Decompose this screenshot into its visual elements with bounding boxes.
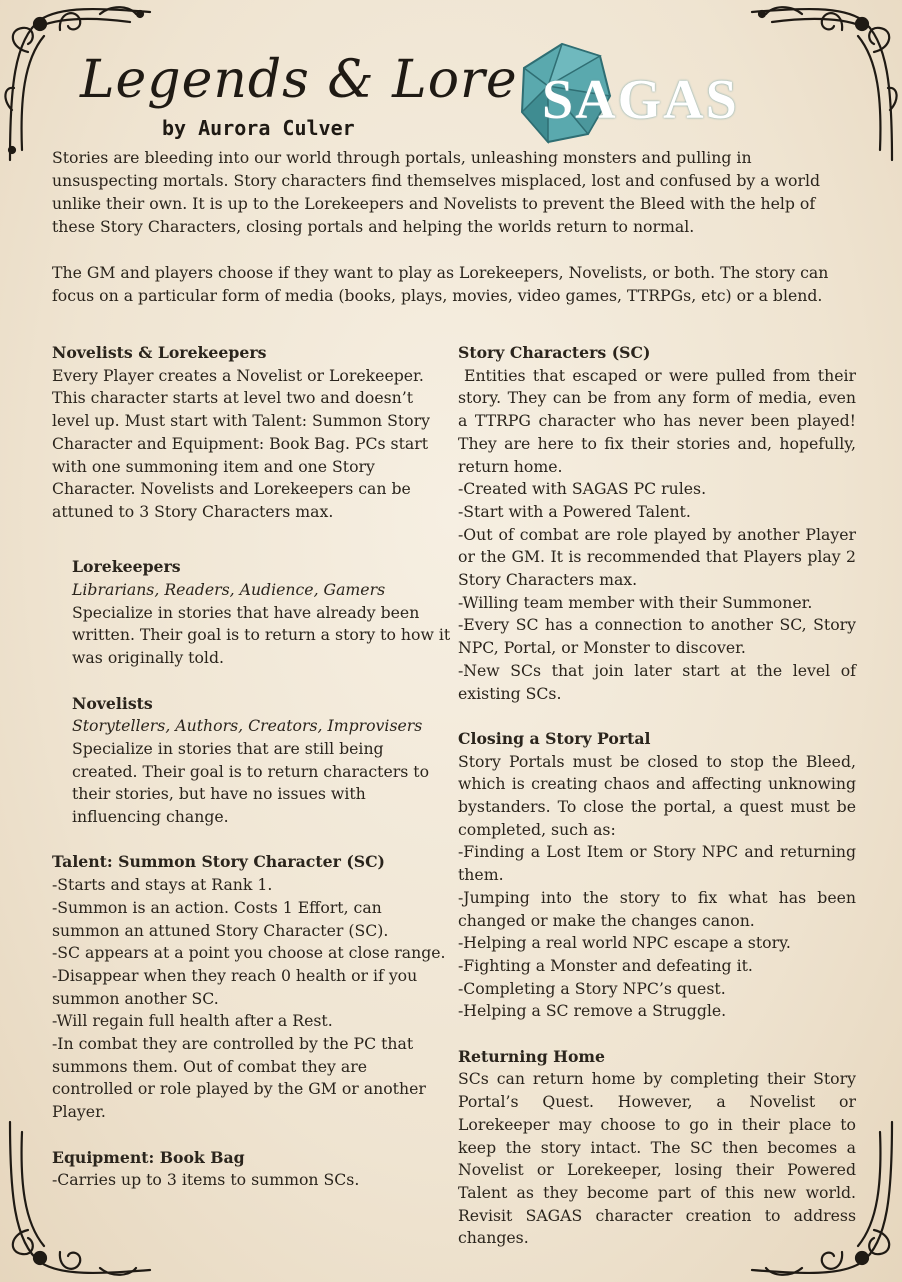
list-item: -Disappear when they reach 0 health or if you summon another SC. xyxy=(52,965,418,1008)
section-heading-equipment: Equipment: Book Bag xyxy=(52,1147,245,1167)
novelists-section xyxy=(52,693,452,829)
section-subtitle: Storytellers, Authors, Creators, Improvisers xyxy=(72,716,423,736)
list-item: -Created with SAGAS PC rules. xyxy=(458,479,707,499)
list-item: -Summon is an action. Costs 1 Effort, can summon an attuned Story Character (SC). xyxy=(52,897,389,940)
intro-paragraph: The GM and players choose if they want to play as Lorekeepers, Novelists, or both. The story can focus on a particular form of media (books, plays, movies, video games, TTRPGs, etc) or a blend. xyxy=(52,263,829,305)
section-heading-talent: Talent: Summon Story Character (SC) xyxy=(52,852,385,872)
section-heading-closing-portal: Closing a Story Portal xyxy=(458,728,651,748)
list-item: -SC appears at a point you choose at close range. xyxy=(52,943,446,963)
section-subtitle: Librarians, Readers, Audience, Gamers xyxy=(72,580,386,600)
list-item: -Helping a SC remove a Struggle. xyxy=(458,1001,727,1021)
section-heading-novelists: Novelists xyxy=(72,693,153,713)
list-item: -Will regain full health after a Rest. xyxy=(52,1011,333,1031)
list-item: -New SCs that join later start at the level of existing SCs. xyxy=(458,660,856,703)
list-item: -Willing team member with their Summoner. xyxy=(458,592,813,612)
sagas-logo xyxy=(518,42,758,146)
section-body: Every Player creates a Novelist or Lorekeeper. This character starts at level two and doesn’t level up. Must start with Talent: Summon Story Character and Equipment: Book Bag. PCs start with one summoning item and one Story Character. Novelists and Lorekeepers can be attuned to 3 Story Characters max. xyxy=(52,365,430,521)
list-item: -Completing a Story NPC’s quest. xyxy=(458,978,726,998)
right-column xyxy=(458,342,856,1250)
section-heading-returning-home: Returning Home xyxy=(458,1046,606,1066)
intro-paragraph: Stories are bleeding into our world through portals, unleashing monsters and pulling in unsuspecting mortals. Story characters find themselves misplaced, lost and confused by a world unlike their own. It is up to the Lorekeepers and Novelists to prevent the Bleed with the help of these Story Characters, closing portals and helping the worlds return to normal. xyxy=(52,148,821,236)
list-item: -Helping a real world NPC escape a story. xyxy=(458,933,791,953)
logo-text: SAGAS xyxy=(542,69,739,131)
list-item: -Start with a Powered Talent. xyxy=(458,501,691,521)
page-title: Legends & Lore xyxy=(80,50,518,110)
list-item: -Carries up to 3 items to summon SCs. xyxy=(52,1170,360,1190)
list-item: -Fighting a Monster and defeating it. xyxy=(458,955,753,975)
intro xyxy=(52,146,852,330)
list-item: -In combat they are controlled by the PC that summons them. Out of combat they are controlled or role played by the GM or another Player. xyxy=(52,1034,426,1122)
section-body: Story Portals must be closed to stop the Bleed, which is creating chaos and affecting unknowing bystanders. To close the portal, a quest must be completed, such as: xyxy=(458,751,856,839)
section-body: Specialize in stories that are still being created. Their goal is to return characters to their stories, but have no issues with influencing change. xyxy=(72,738,430,827)
list-item: -Finding a Lost Item or Story NPC and returning them. xyxy=(458,842,856,885)
section-body: Specialize in stories that have already been written. Their goal is to return a story to how it was originally told. xyxy=(72,602,451,668)
section-body: SCs can return home by completing their Story Portal’s Quest. However, a Novelist or Lorekeeper may choose to go in their place to keep the story intact. The SC then becomes a Novelist or Lorekeeper, losing their Powered Talent as they become part of this new world. Revisit SAGAS character creation to address changes. xyxy=(458,1069,856,1248)
list-item: -Starts and stays at Rank 1. xyxy=(52,875,273,895)
section-body: Entities that escaped or were pulled from their story. They can be from any form of media, even a TTRPG character who has never been played! They are here to fix their stories and, hopefully, return home. xyxy=(458,365,856,476)
list-item: -Every SC has a connection to another SC, Story NPC, Portal, or Monster to discover. xyxy=(458,615,856,658)
lorekeepers-section xyxy=(52,556,452,670)
list-item: -Jumping into the story to fix what has been changed or make the changes canon. xyxy=(458,887,856,930)
section-heading-novelists-lorekeepers: Novelists & Lorekeepers xyxy=(52,343,267,362)
list-item: -Out of combat are role played by another Player or the GM. It is recommended that Players play 2 Story Characters max. xyxy=(458,524,856,590)
author-byline: by Aurora Culver xyxy=(162,116,355,140)
section-heading-lorekeepers: Lorekeepers xyxy=(72,557,181,577)
left-column xyxy=(52,342,452,1192)
section-heading-story-characters: Story Characters (SC) xyxy=(458,343,651,362)
